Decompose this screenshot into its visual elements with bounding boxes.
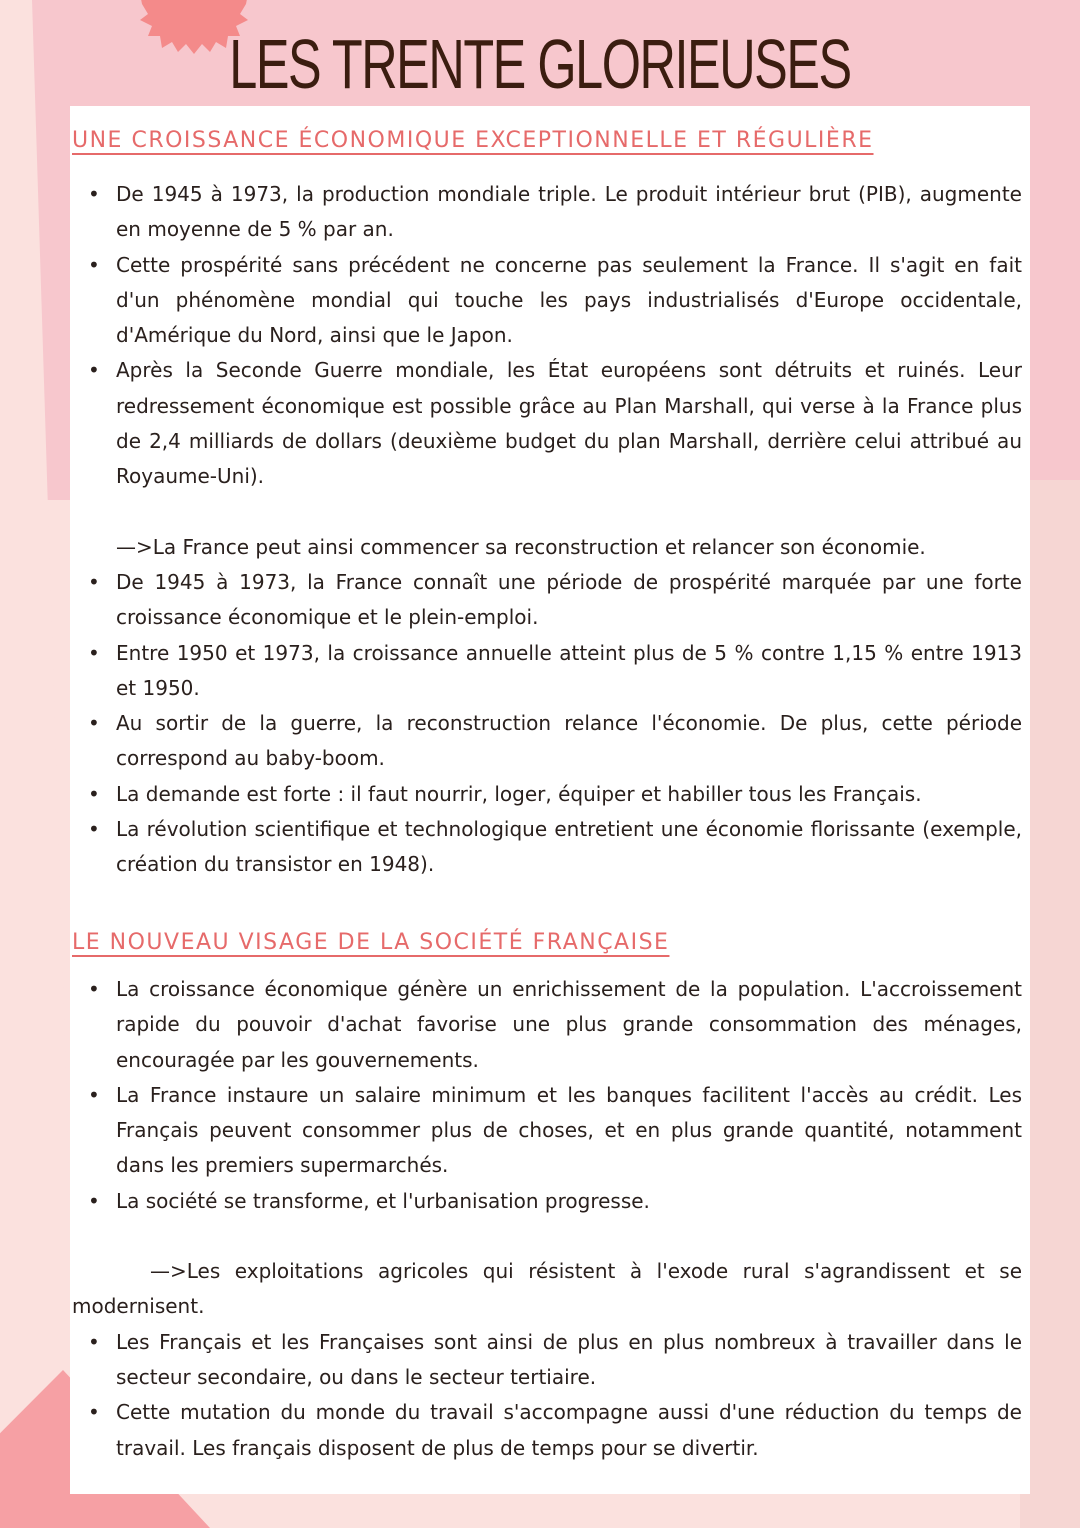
section-1-arrow-note: —>La France peut ainsi commencer sa reconstruction et relancer son économie. bbox=[116, 534, 926, 559]
section-1-body bbox=[72, 177, 1022, 883]
list-item: • Les Français et les Françaises sont ainsi de plus en plus nombreux à travailler dans le secteur secondaire, ou dans le secteur tertiaire. bbox=[72, 1325, 1022, 1396]
list-item: • De 1945 à 1973, la production mondiale triple. Le produit intérieur brut (PIB), augmente en moyenne de 5 % par an. bbox=[72, 177, 1022, 248]
section-1-heading: UNE CROISSANCE ÉCONOMIQUE EXCEPTIONNELLE ET RÉGULIÈRE bbox=[72, 128, 874, 153]
section-1-bullets-b bbox=[72, 565, 1022, 883]
list-item: • La croissance économique génère un enrichissement de la population. L'accroissement rapide du pouvoir d'achat favorise une plus grande consommation des ménages, encouragée par les gouvernements. bbox=[72, 972, 1022, 1078]
page-title: LES TRENTE GLORIEUSES bbox=[229, 25, 851, 103]
list-item: • Cette mutation du monde du travail s'accompagne aussi d'une réduction du temps de travail. Les français disposent de plus de temps pour se divertir. bbox=[72, 1395, 1022, 1466]
section-2-body bbox=[72, 972, 1022, 1466]
list-item: • La révolution scientifique et technologique entretient une économie florissante (exemple, création du transistor en 1948). bbox=[72, 812, 1022, 883]
section-2-bullets-a bbox=[72, 972, 1022, 1219]
list-item: • De 1945 à 1973, la France connaît une période de prospérité marquée par une forte croissance économique et le plein-emploi. bbox=[72, 565, 1022, 636]
section-2-bullets-b bbox=[72, 1325, 1022, 1466]
list-item: • La société se transforme, et l'urbanisation progresse. bbox=[72, 1184, 1022, 1219]
section-2-arrow-note: —>Les exploitations agricoles qui résistent à l'exode rural s'agrandissent et se modernisent. bbox=[72, 1259, 1022, 1319]
section-2-heading: LE NOUVEAU VISAGE DE LA SOCIÉTÉ FRANÇAISE bbox=[72, 930, 670, 955]
list-item: • Entre 1950 et 1973, la croissance annuelle atteint plus de 5 % contre 1,15 % entre 1913 et 1950. bbox=[72, 636, 1022, 707]
section-1-bullets-a bbox=[72, 177, 1022, 495]
list-item: • La France instaure un salaire minimum et les banques facilitent l'accès au crédit. Les Français peuvent consommer plus de choses, et en plus grande quantité, notamment dans les premiers supermarchés. bbox=[72, 1078, 1022, 1184]
list-item: • La demande est forte : il faut nourrir, loger, équiper et habiller tous les Français. bbox=[72, 777, 1022, 812]
list-item: • Au sortir de la guerre, la reconstruction relance l'économie. De plus, cette période correspond au baby-boom. bbox=[72, 706, 1022, 777]
list-item: • Cette prospérité sans précédent ne concerne pas seulement la France. Il s'agit en fait d'un phénomène mondial qui touche les pays industrialisés d'Europe occidentale, d'Amérique du Nord, ainsi que le Japon. bbox=[72, 248, 1022, 354]
list-item: • Après la Seconde Guerre mondiale, les État européens sont détruits et ruinés. Leur redressement économique est possible grâce au Plan Marshall, qui verse à la France plus de 2,4 milliards de dollars (deuxième budget du plan Marshall, derrière celui attribué au Royaume-Uni). bbox=[72, 353, 1022, 494]
